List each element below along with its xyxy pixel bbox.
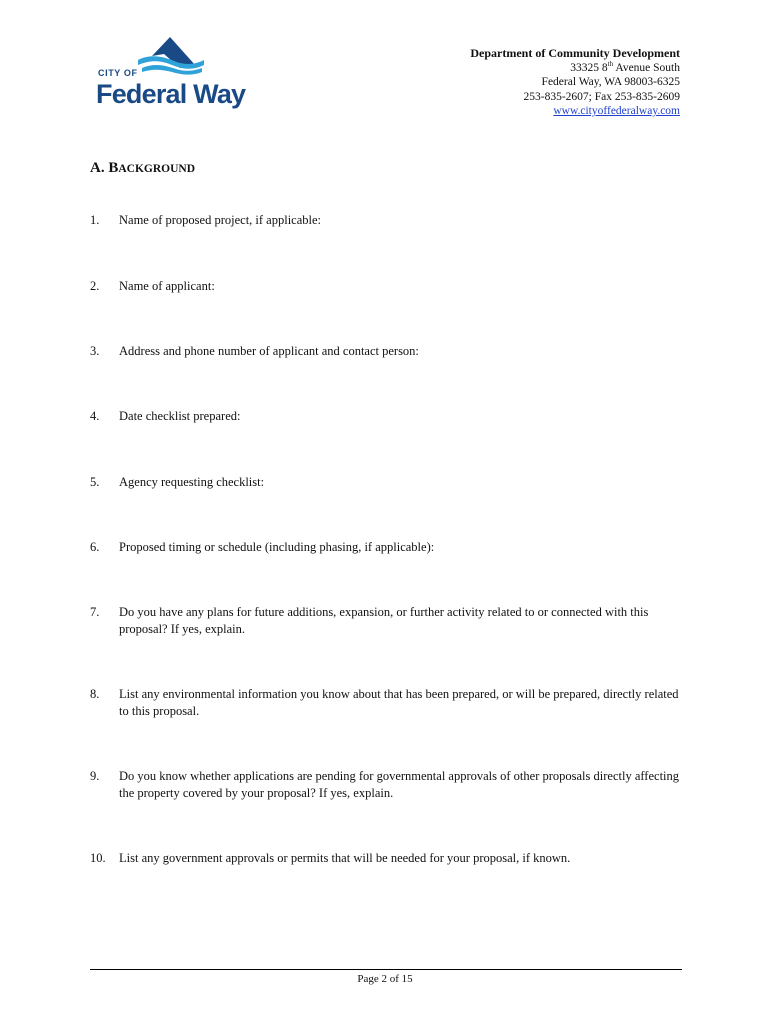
address-ordinal: th	[607, 59, 614, 68]
section-title-rest: ACKGROUND	[118, 163, 196, 175]
department-header	[470, 46, 680, 119]
question-text: Address and phone number of applicant and contact person:	[119, 344, 419, 358]
question-text: Do you have any plans for future additions, expansion, or further activity related to or connected with this proposal? If yes, explain.	[119, 605, 649, 636]
question-number: 3.	[90, 344, 100, 358]
department-website-link[interactable]: www.cityoffederalway.com	[553, 105, 680, 117]
footer-divider	[90, 969, 682, 970]
city-logo	[96, 34, 246, 114]
question-text: Proposed timing or schedule (including phasing, if applicable):	[119, 540, 435, 554]
question-number: 4.	[90, 409, 100, 423]
question-number: 7.	[90, 605, 100, 619]
question-number: 1.	[90, 213, 100, 227]
question-number: 6.	[90, 540, 100, 554]
section-letter: A. B	[90, 160, 119, 176]
question-number: 5.	[90, 475, 100, 489]
question-number: 2.	[90, 279, 100, 293]
question-text: Do you know whether applications are pending for governmental approvals of other proposals directly affecting the property covered by your proposal? If yes, explain.	[119, 769, 680, 800]
logo-federal-way: Federal Way	[96, 79, 246, 109]
section-title	[90, 160, 195, 177]
logo-city-of: CITY OF	[98, 68, 138, 78]
question-number: 9.	[90, 769, 100, 783]
question-text: Agency requesting checklist:	[119, 475, 265, 489]
question-text: Name of proposed project, if applicable:	[119, 213, 322, 227]
department-address	[470, 61, 680, 76]
page-number: Page 2 of 15	[357, 973, 413, 985]
question-text: List any government approvals or permits that will be needed for your proposal, if known.	[119, 851, 571, 865]
question-number: 8.	[90, 687, 100, 701]
question-text: Name of applicant:	[119, 279, 215, 293]
mountain-wave-icon	[134, 34, 206, 76]
question-text: Date checklist prepared:	[119, 409, 241, 423]
department-city: Federal Way, WA 98003-6325	[541, 76, 680, 88]
department-name: Department of Community Development	[470, 46, 680, 60]
department-phone: 253-835-2607; Fax 253-835-2609	[523, 90, 680, 103]
question-text: List any environmental information you know about that has been prepared, or will be prepared, directly related to this proposal.	[119, 687, 679, 718]
question-number: 10.	[90, 851, 106, 865]
address-street: Avenue South	[613, 61, 680, 74]
address-number: 33325 8	[570, 61, 608, 74]
